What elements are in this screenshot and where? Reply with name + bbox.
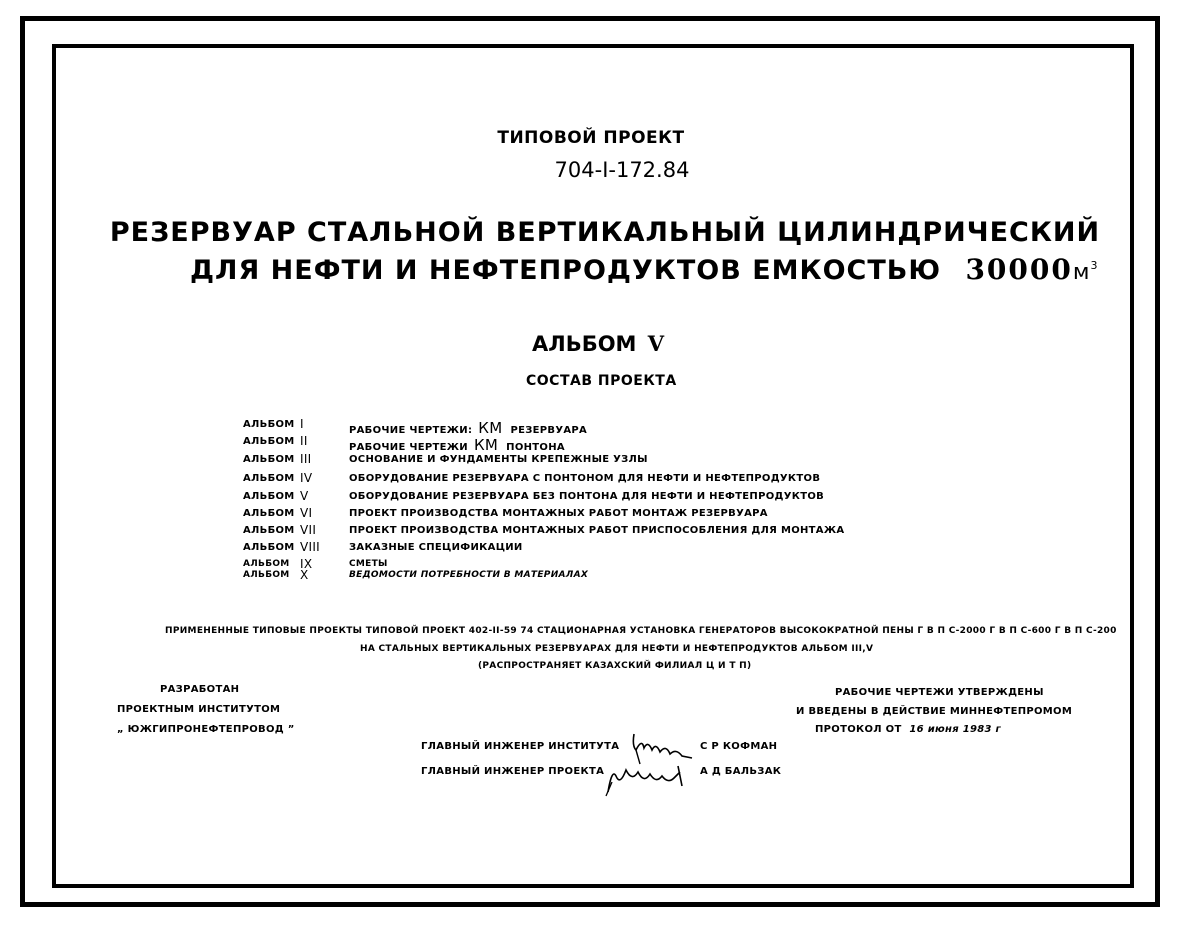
title-unit: м [1072, 260, 1091, 285]
developer-line2: ПРОЕКТНЫМ ИНСТИТУТОМ [117, 704, 281, 715]
approval-line3 [815, 724, 1001, 735]
album-row-desc-text: ОБОРУДОВАНИЕ РЕЗЕРВУАРА БЕЗ ПОНТОНА ДЛЯ НЕФТИ И НЕФТЕПРОДУКТОВ [349, 491, 825, 502]
album-row-desc-text: ПРОЕКТ ПРОИЗВОДСТВА МОНТАЖНЫХ РАБОТ МОНТАЖ РЕЗЕРВУАРА [349, 508, 768, 519]
album-row-desc-text: ЗАКАЗНЫЕ СПЕЦИФИКАЦИИ [349, 542, 523, 553]
developer-line1: РАЗРАБОТАН [160, 684, 240, 695]
album-row-desc [349, 570, 588, 580]
album-row-number: VII [300, 523, 317, 537]
album-row-number: IX [300, 557, 313, 571]
album-row-number: V [300, 489, 309, 503]
approval-line1: РАБОЧИЕ ЧЕРТЕЖИ УТВЕРЖДЕНЫ [835, 687, 1044, 698]
album-row-word: АЛЬБОМ [243, 419, 295, 430]
album-row-word: АЛЬБОМ [243, 570, 290, 580]
album-row-word: АЛЬБОМ [243, 491, 295, 502]
album-row-desc [349, 454, 648, 465]
chief-institute-name: С Р КОФМАН [700, 741, 778, 752]
album-row-desc [349, 525, 844, 536]
album-row-number: VIII [300, 540, 321, 554]
approval-protocol-date: 16 июня 1983 г [909, 724, 1002, 735]
applied-line1: ПРИМЕНЕННЫЕ ТИПОВЫЕ ПРОЕКТЫ ТИПОВОЙ ПРОЕКТ 402-II-59 74 СТАЦИОНАРНАЯ УСТАНОВКА ГЕНЕРАТОРОВ ВЫСОКОКРАТНОЙ ПЕНЫ Г В П С-2000 Г В П С-600 Г В П С-200 [165, 626, 1117, 636]
album-row-desc-text: ОСНОВАНИЕ И ФУНДАМЕНТЫ КРЕПЕЖНЫЕ УЗЛЫ [349, 454, 648, 465]
title-unit-power: 3 [1090, 259, 1099, 272]
album-row-rest: РЕЗЕРВУАРА [510, 425, 588, 436]
album-row-number: VI [300, 506, 313, 520]
album-row-desc [349, 419, 587, 437]
title-line2-text: ДЛЯ НЕФТИ И НЕФТЕПРОДУКТОВ ЕМКОСТЬЮ [190, 255, 942, 286]
approval-protocol-prefix: ПРОТОКОЛ ОТ [815, 724, 902, 735]
title-capacity: 30000 [965, 253, 1073, 286]
chief-project-title: ГЛАВНЫЙ ИНЖЕНЕР ПРОЕКТА [421, 766, 605, 777]
album-row-desc [349, 473, 820, 484]
album-row-word: АЛЬБОМ [243, 508, 295, 519]
applied-line2: НА СТАЛЬНЫХ ВЕРТИКАЛЬНЫХ РЕЗЕРВУАРАХ ДЛЯ НЕФТИ И НЕФТЕПРОДУКТОВ АЛЬБОМ III,V [360, 644, 874, 654]
album-row-desc-text: ВЕДОМОСТИ ПОТРЕБНОСТИ В МАТЕРИАЛАХ [349, 570, 589, 580]
album-row-desc [349, 559, 388, 569]
album-row-desc [349, 491, 824, 502]
album-row-word: АЛЬБОМ [243, 454, 295, 465]
album-heading [532, 331, 664, 356]
album-row-word: АЛЬБОМ [243, 559, 290, 569]
album-row-word: АЛЬБОМ [243, 525, 295, 536]
album-row-desc [349, 542, 523, 553]
album-row-number: I [300, 417, 304, 431]
applied-line3: (РАСПРОСТРАНЯЕТ КАЗАХСКИЙ ФИЛИАЛ Ц И Т П) [478, 661, 752, 671]
chief-project-name: А Д БАЛЬЗАК [700, 766, 782, 777]
album-row-desc [349, 436, 565, 454]
title-line1: РЕЗЕРВУАР СТАЛЬНОЙ ВЕРТИКАЛЬНЫЙ ЦИЛИНДРИЧЕСКИЙ [109, 217, 1101, 248]
album-row-rest: ПОНТОНА [506, 442, 565, 453]
album-row-desc-text: ПРОЕКТ ПРОИЗВОДСТВА МОНТАЖНЫХ РАБОТ ПРИСПОСОБЛЕНИЯ ДЛЯ МОНТАЖА [349, 525, 845, 536]
album-row-desc-text: РАБОЧИЕ ЧЕРТЕЖИ: [349, 425, 473, 436]
album-row-number: IV [300, 471, 313, 485]
approval-line2: И ВВЕДЕНЫ В ДЕЙСТВИЕ МИННЕФТЕПРОМОМ [796, 706, 1073, 717]
album-row-number: II [300, 434, 308, 448]
album-row-desc-text: ОБОРУДОВАНИЕ РЕЗЕРВУАРА С ПОНТОНОМ ДЛЯ НЕФТИ И НЕФТЕПРОДУКТОВ [349, 473, 821, 484]
album-number: V [647, 331, 665, 356]
title-line2 [190, 253, 1098, 286]
album-row-number: X [300, 568, 309, 582]
chief-institute-title: ГЛАВНЫЙ ИНЖЕНЕР ИНСТИТУТА [421, 741, 620, 752]
album-row-desc-text: СМЕТЫ [349, 559, 388, 569]
developer-line3: „ ЮЖГИПРОНЕФТЕПРОВОД ” [117, 724, 295, 735]
album-row-desc-text: РАБОЧИЕ ЧЕРТЕЖИ [349, 442, 468, 453]
album-row-desc [349, 508, 768, 519]
album-row-word: АЛЬБОМ [243, 542, 295, 553]
album-row-number: III [300, 452, 312, 466]
album-label: АЛЬБОМ [532, 332, 637, 356]
album-row-word: АЛЬБОМ [243, 473, 295, 484]
project-type: ТИПОВОЙ ПРОЕКТ [497, 128, 685, 148]
album-row-word: АЛЬБОМ [243, 436, 295, 447]
signature-balzak [598, 756, 698, 800]
project-number: 704-I-172.84 [554, 158, 690, 182]
album-row-tag: КМ [478, 419, 503, 437]
composition-heading: СОСТАВ ПРОЕКТА [526, 373, 677, 389]
album-row-tag: КМ [473, 436, 499, 454]
